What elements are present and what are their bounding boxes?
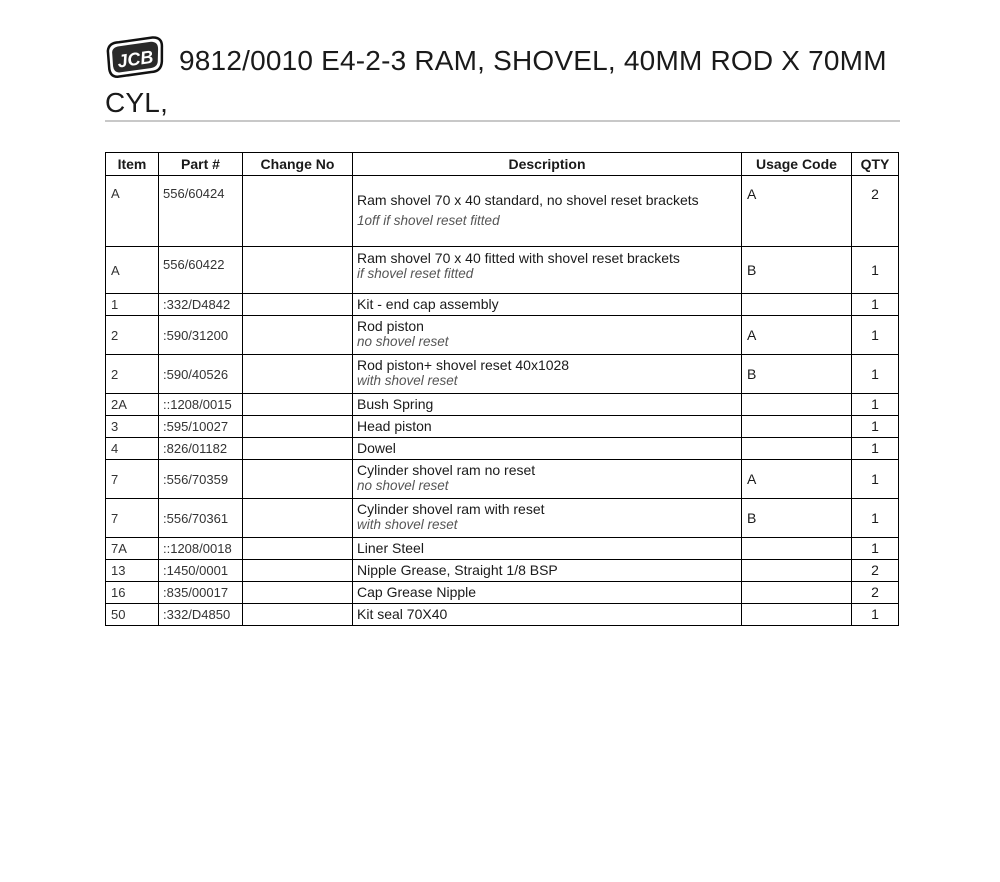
- change-no-cell: [243, 499, 353, 538]
- part-number-cell: :1450/0001: [159, 560, 243, 582]
- description-text: Ram shovel 70 x 40 standard, no shovel reset brackets: [357, 192, 699, 208]
- change-no-cell: [243, 294, 353, 316]
- change-no-cell: [243, 316, 353, 355]
- usage-code-cell: [742, 394, 852, 416]
- change-no-cell: [243, 416, 353, 438]
- qty-cell: 1: [852, 316, 899, 355]
- column-header-qty: QTY: [852, 153, 899, 176]
- item-cell: 2A: [106, 394, 159, 416]
- usage-code-cell: [742, 604, 852, 626]
- item-cell: 50: [106, 604, 159, 626]
- description-note: with shovel reset: [357, 373, 458, 388]
- svg-text:JCB: JCB: [116, 46, 155, 72]
- description-note: no shovel reset: [357, 478, 449, 493]
- qty-cell: 1: [852, 394, 899, 416]
- qty-cell: 1: [852, 247, 899, 294]
- qty-cell: 1: [852, 355, 899, 394]
- qty-cell: 1: [852, 294, 899, 316]
- description-cell: Dowel: [353, 438, 742, 460]
- qty-cell: 1: [852, 438, 899, 460]
- table-row: [106, 438, 899, 460]
- description-note: 1off if shovel reset fitted: [357, 213, 500, 228]
- description-note: with shovel reset: [357, 517, 458, 532]
- part-number-cell: :556/70361: [159, 499, 243, 538]
- part-number-cell: 556/60424: [159, 176, 243, 247]
- part-number-cell: 556/60422: [159, 247, 243, 294]
- part-number-cell: :595/10027: [159, 416, 243, 438]
- part-number-cell: :332/D4850: [159, 604, 243, 626]
- item-cell: 2: [106, 355, 159, 394]
- description-cell: [353, 460, 742, 499]
- table-row: [106, 247, 899, 294]
- change-no-cell: [243, 394, 353, 416]
- table-row: [106, 176, 899, 247]
- description-cell: [353, 499, 742, 538]
- qty-cell: 2: [852, 560, 899, 582]
- parts-table: [105, 152, 899, 626]
- qty-cell: 1: [852, 604, 899, 626]
- part-number-cell: :835/00017: [159, 582, 243, 604]
- description-cell: Kit seal 70X40: [353, 604, 742, 626]
- item-cell: 3: [106, 416, 159, 438]
- usage-code-cell: A: [742, 460, 852, 499]
- table-row: [106, 416, 899, 438]
- table-header-row: [106, 153, 899, 176]
- column-header-usage: Usage Code: [742, 153, 852, 176]
- part-number-cell: :556/70359: [159, 460, 243, 499]
- item-cell: 7: [106, 460, 159, 499]
- qty-cell: 1: [852, 416, 899, 438]
- part-number-cell: :332/D4842: [159, 294, 243, 316]
- item-cell: 1: [106, 294, 159, 316]
- part-number-cell: :590/31200: [159, 316, 243, 355]
- description-text: Cylinder shovel ram no reset: [357, 462, 536, 478]
- part-number-cell: ::1208/0015: [159, 394, 243, 416]
- usage-code-cell: B: [742, 355, 852, 394]
- change-no-cell: [243, 438, 353, 460]
- part-number-cell: :826/01182: [159, 438, 243, 460]
- table-row: [106, 560, 899, 582]
- page-title: 9812/0010 E4-2-3 RAM, SHOVEL, 40MM ROD X 70MM CYL,: [105, 45, 887, 118]
- description-cell: Nipple Grease, Straight 1/8 BSP: [353, 560, 742, 582]
- table-row: [106, 394, 899, 416]
- description-cell: [353, 247, 742, 294]
- item-cell: 13: [106, 560, 159, 582]
- change-no-cell: [243, 176, 353, 247]
- description-cell: [353, 176, 742, 247]
- description-note: no shovel reset: [357, 334, 449, 349]
- usage-code-cell: [742, 438, 852, 460]
- item-cell: 7A: [106, 538, 159, 560]
- qty-cell: 1: [852, 538, 899, 560]
- item-cell: 4: [106, 438, 159, 460]
- usage-code-cell: A: [742, 316, 852, 355]
- usage-code-cell: B: [742, 499, 852, 538]
- column-header-change: Change No: [243, 153, 353, 176]
- change-no-cell: [243, 247, 353, 294]
- change-no-cell: [243, 355, 353, 394]
- usage-code-cell: [742, 538, 852, 560]
- table-row: [106, 499, 899, 538]
- description-text: Rod piston+ shovel reset 40x1028: [357, 357, 570, 373]
- qty-cell: 1: [852, 460, 899, 499]
- description-cell: Head piston: [353, 416, 742, 438]
- usage-code-cell: [742, 560, 852, 582]
- change-no-cell: [243, 582, 353, 604]
- description-text: Ram shovel 70 x 40 fitted with shovel reset brackets: [357, 250, 680, 266]
- usage-code-cell: [742, 416, 852, 438]
- header-divider: [105, 120, 900, 122]
- column-header-item: Item: [106, 153, 159, 176]
- change-no-cell: [243, 460, 353, 499]
- description-cell: [353, 316, 742, 355]
- description-text: Rod piston: [357, 318, 424, 334]
- table-row: [106, 538, 899, 560]
- item-cell: 16: [106, 582, 159, 604]
- part-number-cell: :590/40526: [159, 355, 243, 394]
- item-cell: 7: [106, 499, 159, 538]
- table-row: [106, 582, 899, 604]
- usage-code-cell: A: [742, 176, 852, 247]
- description-cell: Kit - end cap assembly: [353, 294, 742, 316]
- part-number-cell: ::1208/0018: [159, 538, 243, 560]
- table-row: [106, 294, 899, 316]
- table-row: [106, 316, 899, 355]
- item-cell: 2: [106, 316, 159, 355]
- description-cell: Cap Grease Nipple: [353, 582, 742, 604]
- qty-cell: 1: [852, 499, 899, 538]
- table-row: [106, 604, 899, 626]
- table-row: [106, 460, 899, 499]
- change-no-cell: [243, 560, 353, 582]
- column-header-part: Part #: [159, 153, 243, 176]
- qty-cell: 2: [852, 582, 899, 604]
- usage-code-cell: [742, 582, 852, 604]
- item-cell: A: [106, 176, 159, 247]
- description-cell: Bush Spring: [353, 394, 742, 416]
- description-cell: [353, 355, 742, 394]
- usage-code-cell: B: [742, 247, 852, 294]
- description-text: Cylinder shovel ram with reset: [357, 501, 545, 517]
- usage-code-cell: [742, 294, 852, 316]
- change-no-cell: [243, 538, 353, 560]
- column-header-description: Description: [353, 153, 742, 176]
- change-no-cell: [243, 604, 353, 626]
- description-note: if shovel reset fitted: [357, 266, 474, 281]
- description-cell: Liner Steel: [353, 538, 742, 560]
- item-cell: A: [106, 247, 159, 294]
- table-row: [106, 355, 899, 394]
- qty-cell: 2: [852, 176, 899, 247]
